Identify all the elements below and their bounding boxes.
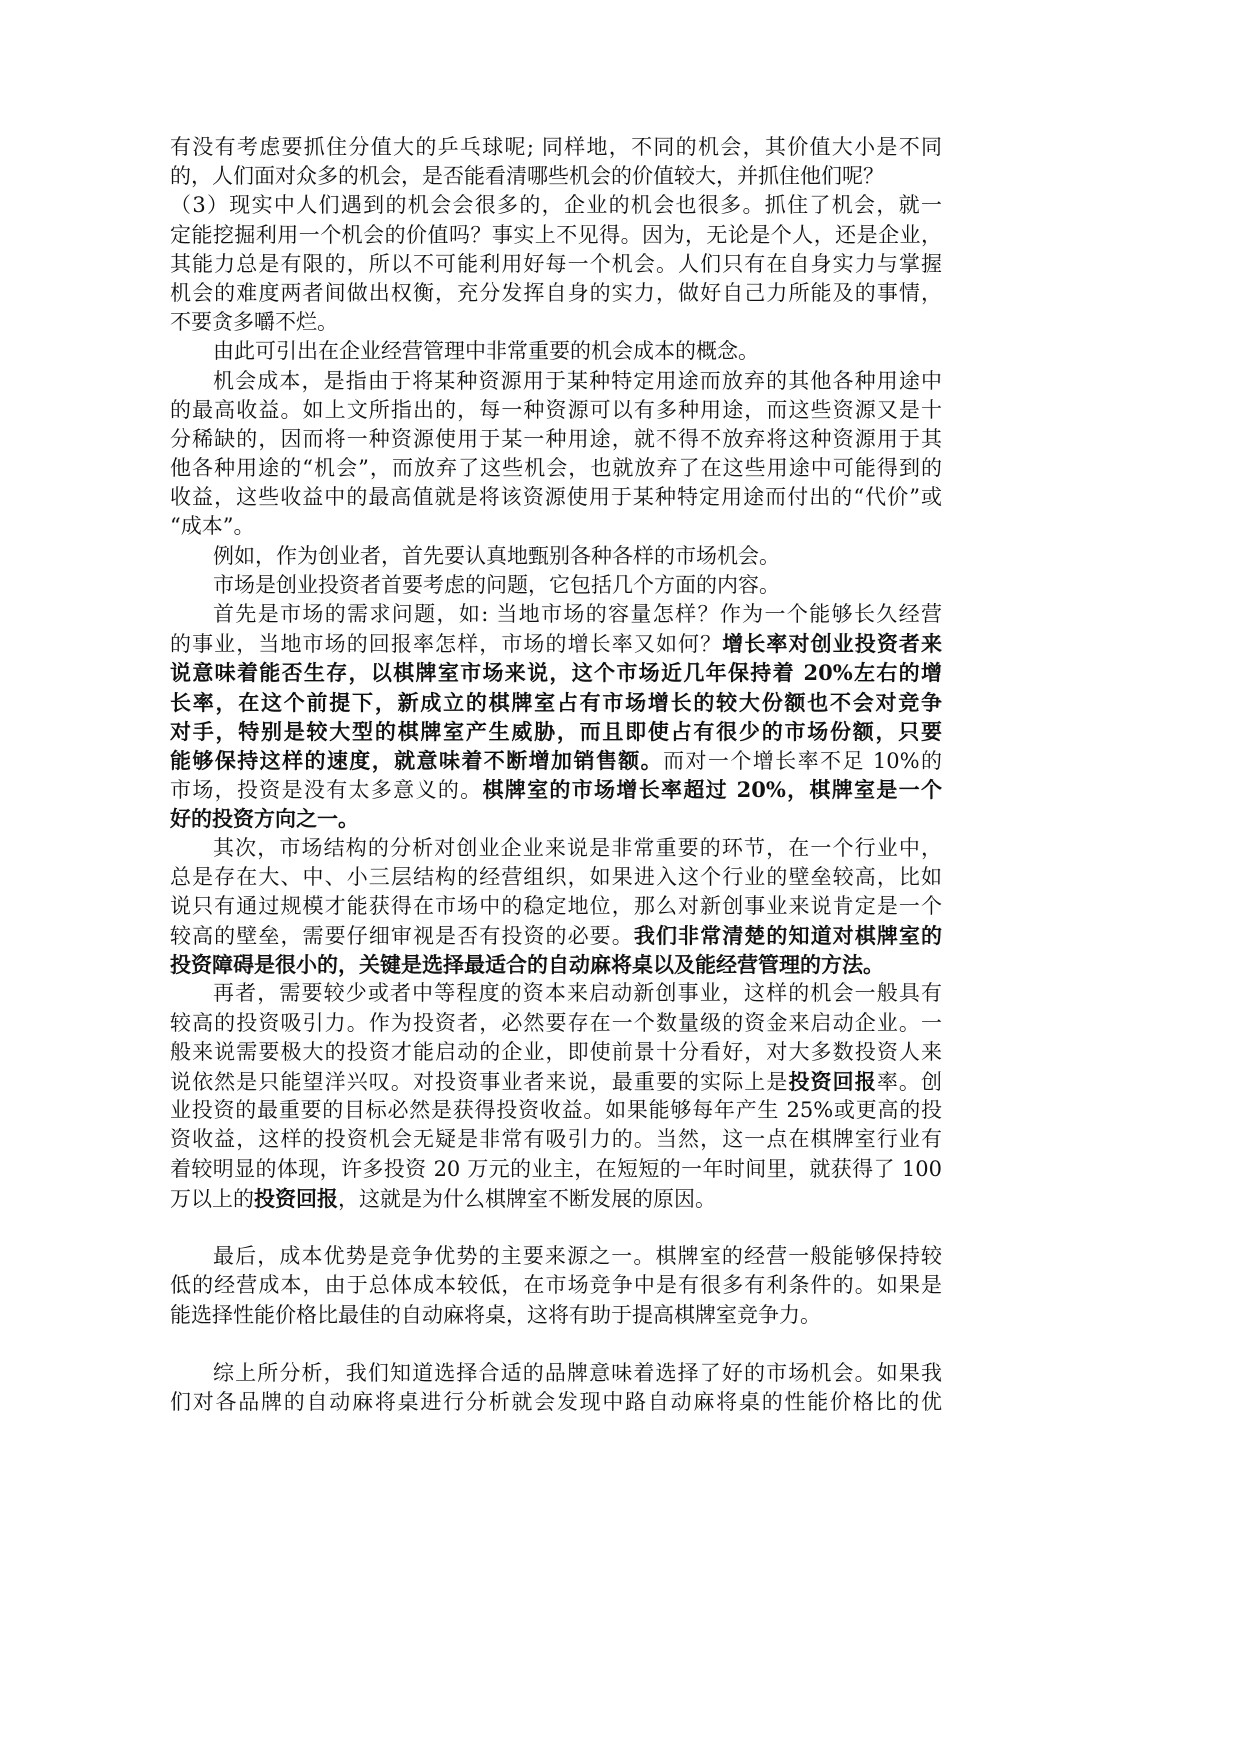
bold-text: 棋牌室的市场增长率超过 20%，棋牌室是一个 xyxy=(482,777,942,803)
text-segment: （3）现实中人们遇到的机会会很多的，企业的机会也很多。抓住了机会，就一 xyxy=(170,193,942,218)
text-line xyxy=(170,1359,942,1388)
text-segment: 较高的壁垒，需要仔细审视是否有投资的必要。 xyxy=(170,924,634,949)
text-line xyxy=(170,979,942,1008)
bold-text: 我们非常清楚的知道对棋牌室的 xyxy=(633,923,942,949)
text-line xyxy=(170,250,942,279)
text-line xyxy=(170,454,942,483)
bold-text: 对手，特别是较大型的棋牌室产生威胁，而且即使占有很少的市场份额，只要 xyxy=(170,718,942,744)
text-line xyxy=(170,279,942,308)
text-segment: 万以上的 xyxy=(170,1186,254,1211)
text-line xyxy=(170,688,942,717)
bold-text: 能够保持这样的速度，就意味着不断增加销售额。 xyxy=(170,747,664,773)
text-line xyxy=(170,1096,942,1125)
text-segment: 业投资的最重要的目标必然是获得投资收益。如果能够每年产生 25%或更高的投 xyxy=(170,1098,942,1123)
paragraph xyxy=(170,367,942,542)
document-body xyxy=(170,133,942,1417)
text-line xyxy=(170,892,942,921)
text-segment: 由此可引出在企业经营管理中非常重要的机会成本的概念。 xyxy=(213,339,759,364)
paragraph xyxy=(170,571,942,600)
text-line xyxy=(170,1388,942,1417)
text-segment: 较高的投资吸引力。作为投资者，必然要存在一个数量级的资金来启动企业。一 xyxy=(170,1010,942,1035)
text-segment: 的，人们面对众多的机会，是否能看清哪些机会的价值较大，并抓住他们呢？ xyxy=(170,164,884,189)
text-line xyxy=(170,921,942,950)
text-line xyxy=(170,629,942,658)
text-segment: 机会的难度两者间做出权衡，充分发挥自身的实力，做好自己力所能及的事情， xyxy=(170,280,942,305)
paragraph xyxy=(170,979,942,1213)
text-line xyxy=(170,950,942,979)
text-line xyxy=(170,425,942,454)
text-line xyxy=(170,1301,942,1330)
text-segment: 资收益，这样的投资机会无疑是非常有吸引力的。当然，这一点在棋牌室行业有 xyxy=(170,1127,942,1152)
text-line xyxy=(170,542,942,571)
text-segment: 分稀缺的，因而将一种资源使用于某一种用途，就不得不放弃将这种资源用于其 xyxy=(170,426,942,451)
text-line xyxy=(170,1125,942,1154)
paragraph xyxy=(170,337,942,366)
paragraph xyxy=(170,1242,942,1330)
text-segment: 不要贪多嚼不烂。 xyxy=(170,310,338,335)
text-segment: 的最高收益。如上文所指出的，每一种资源可以有多种用途，而这些资源又是十 xyxy=(170,397,942,422)
text-line xyxy=(170,483,942,512)
text-line xyxy=(170,804,942,833)
text-segment: 能选择性能价格比最佳的自动麻将桌，这将有助于提高棋牌室竞争力。 xyxy=(170,1302,821,1327)
bold-text: 投资回报 xyxy=(254,1185,338,1211)
text-segment: 首先是市场的需求问题，如: 当地市场的容量怎样？作为一个能够长久经营 xyxy=(213,602,942,626)
text-line xyxy=(170,1242,942,1271)
text-segment: 收益，这些收益中的最高值就是将该资源使用于某种特定用途而付出的“代价”或 xyxy=(170,485,942,510)
text-segment: 其次，市场结构的分析对创业企业来说是非常重要的环节，在一个行业中， xyxy=(213,835,942,860)
text-line xyxy=(170,1271,942,1300)
text-line xyxy=(170,1184,942,1213)
text-segment: 率。创 xyxy=(876,1070,942,1094)
bold-text: 投资回报 xyxy=(788,1069,877,1094)
paragraph xyxy=(170,133,942,191)
text-line xyxy=(170,717,942,746)
text-line xyxy=(170,191,942,220)
text-line xyxy=(170,775,942,804)
bold-text: 投资障碍是很小的，关键是选择最适合的自动麻将桌以及能经营管理的方法。 xyxy=(170,952,884,978)
bold-text: 增长率对创业投资者来 xyxy=(722,631,942,657)
bold-text: 长率，在这个前提下，新成立的棋牌室占有市场增长的较大份额也不会对竞争 xyxy=(170,689,942,715)
text-line xyxy=(170,1067,942,1096)
text-segment: 而对一个增长率不足 10%的 xyxy=(663,748,942,773)
text-segment: 他各种用途的“机会”，而放弃了这些机会，也就放弃了在这些用途中可能得到的 xyxy=(170,456,942,481)
paragraph xyxy=(170,834,942,980)
paragraph xyxy=(170,600,942,834)
text-line xyxy=(170,1155,942,1184)
text-line xyxy=(170,600,942,629)
text-line xyxy=(170,221,942,250)
text-segment: 再者，需要较少或者中等程度的资本来启动新创事业，这样的机会一般具有 xyxy=(213,981,942,1006)
text-line xyxy=(170,337,942,366)
text-segment: ，这就是为什么棋牌室不断发展的原因。 xyxy=(338,1186,716,1211)
text-line xyxy=(170,658,942,687)
text-segment: 定能挖掘利用一个机会的价值吗？事实上不见得。因为，无论是个人，还是企业， xyxy=(170,222,942,247)
text-segment: 着较明显的体现，许多投资 20 万元的业主，在短短的一年时间里，就获得了 100 xyxy=(170,1156,942,1181)
text-line xyxy=(170,512,942,541)
paragraph xyxy=(170,1359,942,1417)
paragraph xyxy=(170,191,942,337)
bold-text: 好的投资方向之一。 xyxy=(170,806,359,832)
text-segment: 说依然是只能望洋兴叹。对投资事业者来说，最重要的实际上是 xyxy=(170,1070,789,1094)
paragraph xyxy=(170,542,942,571)
text-segment: 说只有通过规模才能获得在市场中的稳定地位，那么对新创事业来说肯定是一个 xyxy=(170,893,942,918)
text-segment: 市场，投资是没有太多意义的。 xyxy=(170,778,483,803)
bold-text: 说意味着能否生存，以棋牌室市场来说，这个市场近几年保持着 20%左右的增 xyxy=(170,660,942,686)
text-segment: 总是存在大、中、小三层结构的经营组织，如果进入这个行业的壁垒较高，比如 xyxy=(170,864,942,889)
text-line xyxy=(170,746,942,775)
text-line xyxy=(170,162,942,191)
text-line xyxy=(170,396,942,425)
text-line xyxy=(170,367,942,396)
text-segment: 般来说需要极大的投资才能启动的企业，即使前景十分看好，对大多数投资人来 xyxy=(170,1039,942,1064)
text-segment: 市场是创业投资者首要考虑的问题，它包括几个方面的内容。 xyxy=(213,572,780,597)
text-line xyxy=(170,834,942,863)
text-segment: 们对各品牌的自动麻将桌进行分析就会发现中路自动麻将桌的性能价格比的优 xyxy=(170,1390,942,1415)
text-line xyxy=(170,133,942,162)
text-segment: 低的经营成本，由于总体成本较低，在市场竞争中是有很多有利条件的。如果是 xyxy=(170,1273,942,1298)
text-segment: 的事业，当地市场的回报率怎样，市场的增长率又如何？ xyxy=(170,632,723,657)
text-segment: 综上所分析，我们知道选择合适的品牌意味着选择了好的市场机会。如果我 xyxy=(213,1360,942,1385)
text-line xyxy=(170,571,942,600)
text-line xyxy=(170,863,942,892)
text-line xyxy=(170,308,942,337)
text-line xyxy=(170,1038,942,1067)
text-segment: 最后，成本优势是竞争优势的主要来源之一。棋牌室的经营一般能够保持较 xyxy=(213,1244,942,1269)
text-segment: 有没有考虑要抓住分值大的乒乓球呢; 同样地，不同的机会，其价值大小是不同 xyxy=(170,135,942,159)
text-segment: “成本”。 xyxy=(170,514,255,539)
text-segment: 其能力总是有限的，所以不可能利用好每一个机会。人们只有在自身实力与掌握 xyxy=(170,251,942,276)
text-segment: 机会成本，是指由于将某种资源用于某种特定用途而放弃的其他各种用途中 xyxy=(213,368,942,393)
text-segment: 例如，作为创业者，首先要认真地甄别各种各样的市场机会。 xyxy=(213,543,780,568)
text-line xyxy=(170,1009,942,1038)
